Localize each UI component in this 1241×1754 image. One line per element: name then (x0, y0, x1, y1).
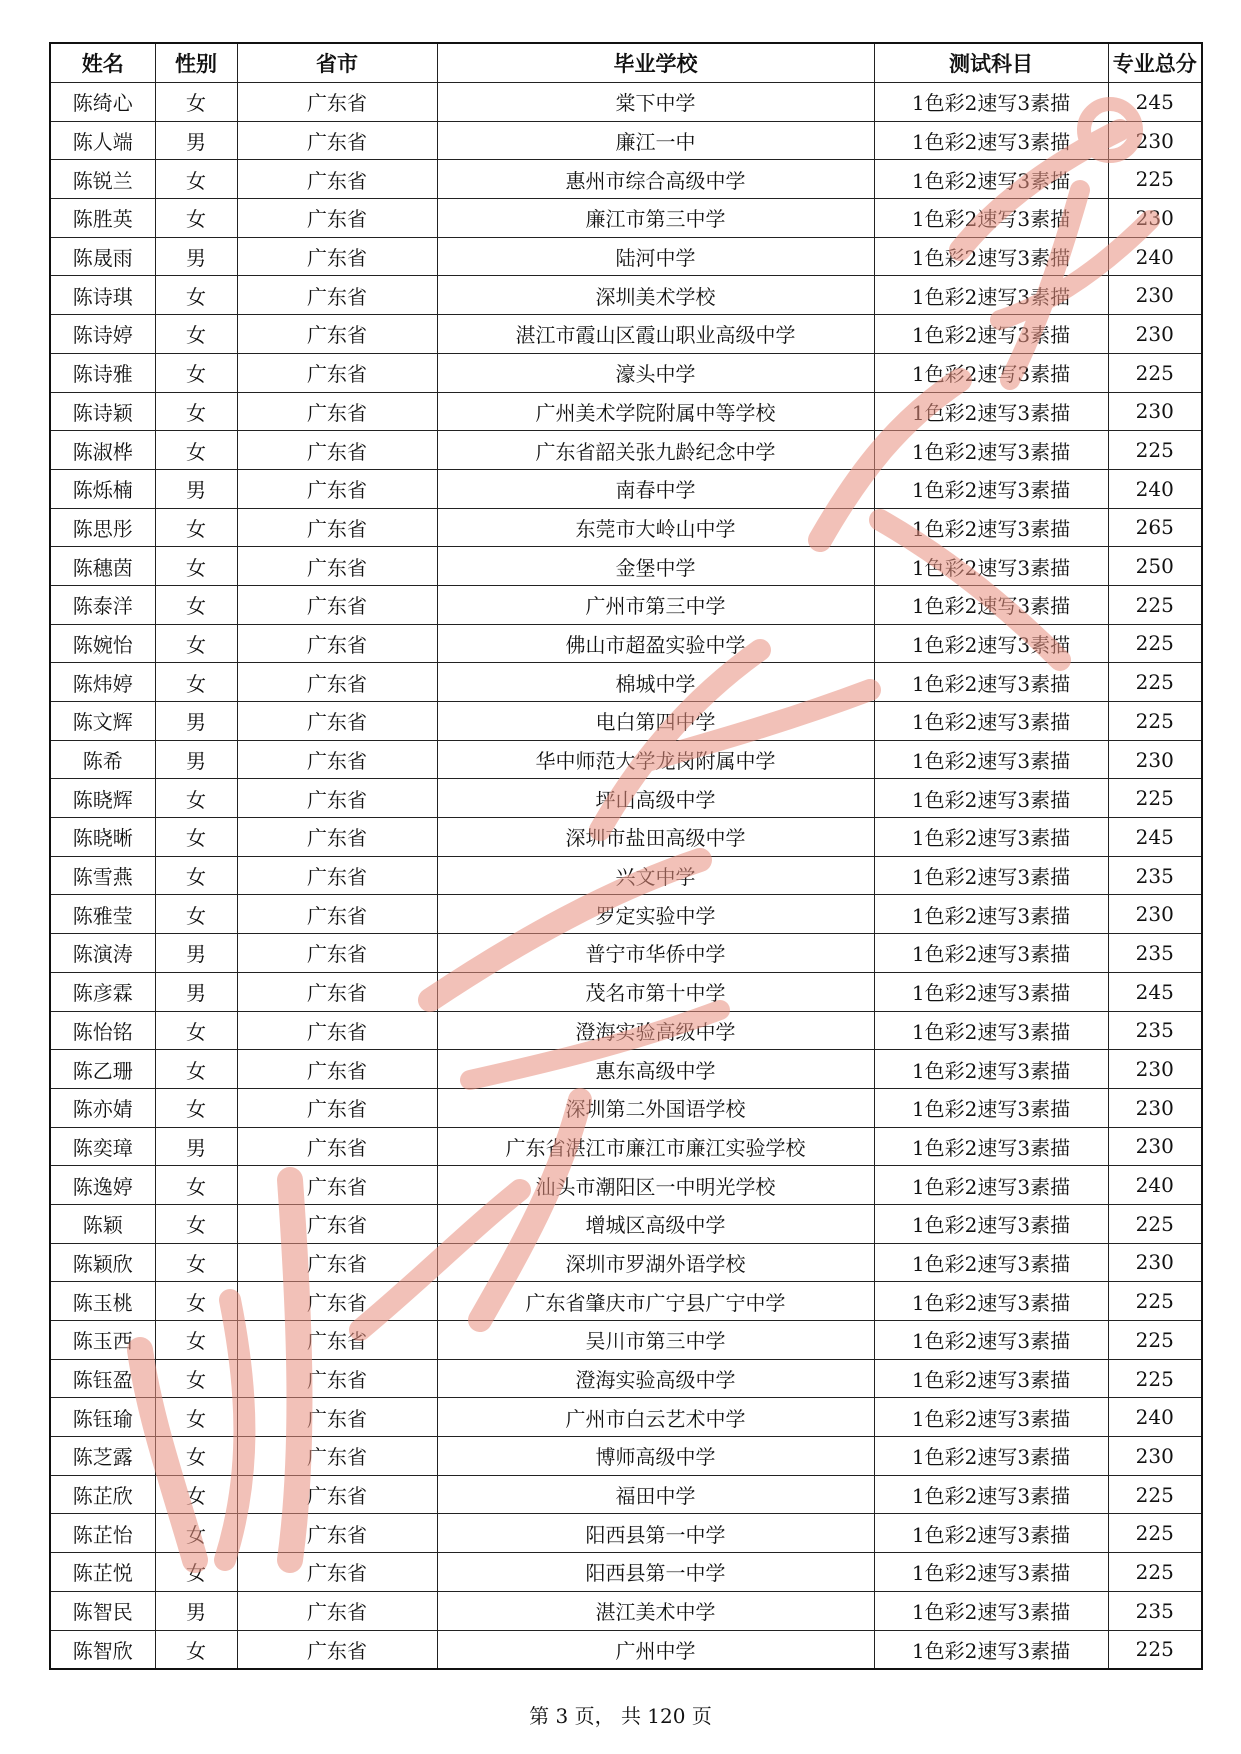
cell-province: 广东省 (237, 1243, 437, 1282)
cell-subjects: 1色彩2速写3素描 (874, 818, 1108, 857)
cell-province: 广东省 (237, 121, 437, 160)
table-row (50, 1553, 1202, 1592)
cell-subjects: 1色彩2速写3素描 (874, 663, 1108, 702)
cell-school: 惠州市综合高级中学 (437, 160, 874, 199)
cell-score: 225 (1108, 353, 1202, 392)
table-row (50, 624, 1202, 663)
cell-subjects: 1色彩2速写3素描 (874, 199, 1108, 238)
cell-gender: 女 (155, 83, 237, 122)
cell-score: 225 (1108, 1359, 1202, 1398)
cell-subjects: 1色彩2速写3素描 (874, 1475, 1108, 1514)
cell-gender: 女 (155, 1359, 237, 1398)
cell-province: 广东省 (237, 83, 437, 122)
cell-province: 广东省 (237, 779, 437, 818)
table-row (50, 276, 1202, 315)
cell-name: 陈芷悦 (50, 1553, 155, 1592)
cell-subjects: 1色彩2速写3素描 (874, 934, 1108, 973)
cell-name: 陈雪燕 (50, 856, 155, 895)
column-header: 姓名 (50, 43, 155, 83)
cell-province: 广东省 (237, 818, 437, 857)
cell-subjects: 1色彩2速写3素描 (874, 83, 1108, 122)
table-row (50, 1011, 1202, 1050)
table-row (50, 121, 1202, 160)
cell-name: 陈颖欣 (50, 1243, 155, 1282)
cell-province: 广东省 (237, 431, 437, 470)
cell-school: 坪山高级中学 (437, 779, 874, 818)
cell-subjects: 1色彩2速写3素描 (874, 1204, 1108, 1243)
table-row (50, 1359, 1202, 1398)
cell-school: 广东省韶关张九龄纪念中学 (437, 431, 874, 470)
cell-name: 陈芷欣 (50, 1475, 155, 1514)
cell-score: 230 (1108, 1127, 1202, 1166)
cell-school: 棉城中学 (437, 663, 874, 702)
cell-school: 陆河中学 (437, 237, 874, 276)
cell-score: 240 (1108, 1398, 1202, 1437)
cell-subjects: 1色彩2速写3素描 (874, 469, 1108, 508)
cell-gender: 女 (155, 1282, 237, 1321)
cell-name: 陈希 (50, 740, 155, 779)
cell-subjects: 1色彩2速写3素描 (874, 392, 1108, 431)
cell-province: 广东省 (237, 1514, 437, 1553)
cell-name: 陈文辉 (50, 702, 155, 741)
cell-subjects: 1色彩2速写3素描 (874, 353, 1108, 392)
cell-score: 230 (1108, 392, 1202, 431)
cell-score: 245 (1108, 972, 1202, 1011)
cell-name: 陈逸婷 (50, 1166, 155, 1205)
cell-school: 普宁市华侨中学 (437, 934, 874, 973)
cell-gender: 女 (155, 1166, 237, 1205)
cell-school: 惠东高级中学 (437, 1050, 874, 1089)
cell-gender: 女 (155, 431, 237, 470)
cell-name: 陈思彤 (50, 508, 155, 547)
cell-school: 棠下中学 (437, 83, 874, 122)
cell-gender: 女 (155, 1553, 237, 1592)
cell-gender: 女 (155, 276, 237, 315)
table-row (50, 1437, 1202, 1476)
cell-name: 陈诗婷 (50, 315, 155, 354)
cell-school: 华中师范大学龙岗附属中学 (437, 740, 874, 779)
cell-score: 230 (1108, 315, 1202, 354)
cell-school: 广州中学 (437, 1630, 874, 1669)
cell-gender: 女 (155, 160, 237, 199)
cell-school: 广州市第三中学 (437, 585, 874, 624)
table-row (50, 508, 1202, 547)
cell-name: 陈泰洋 (50, 585, 155, 624)
table-row (50, 856, 1202, 895)
table-row (50, 1514, 1202, 1553)
cell-gender: 女 (155, 1437, 237, 1476)
table-row (50, 585, 1202, 624)
table-row (50, 1398, 1202, 1437)
cell-name: 陈人端 (50, 121, 155, 160)
cell-province: 广东省 (237, 1011, 437, 1050)
table-row (50, 663, 1202, 702)
cell-gender: 女 (155, 1475, 237, 1514)
cell-subjects: 1色彩2速写3素描 (874, 895, 1108, 934)
cell-score: 230 (1108, 740, 1202, 779)
cell-name: 陈穗茵 (50, 547, 155, 586)
cell-name: 陈芝露 (50, 1437, 155, 1476)
table-row (50, 1321, 1202, 1360)
cell-subjects: 1色彩2速写3素描 (874, 1514, 1108, 1553)
cell-province: 广东省 (237, 1204, 437, 1243)
cell-subjects: 1色彩2速写3素描 (874, 702, 1108, 741)
cell-score: 230 (1108, 1050, 1202, 1089)
cell-province: 广东省 (237, 740, 437, 779)
table-row (50, 392, 1202, 431)
cell-subjects: 1色彩2速写3素描 (874, 1553, 1108, 1592)
cell-gender: 女 (155, 895, 237, 934)
cell-subjects: 1色彩2速写3素描 (874, 1011, 1108, 1050)
column-header: 毕业学校 (437, 43, 874, 83)
cell-school: 廉江市第三中学 (437, 199, 874, 238)
column-header: 专业总分 (1108, 43, 1202, 83)
cell-name: 陈晓晰 (50, 818, 155, 857)
table-row (50, 1127, 1202, 1166)
cell-school: 深圳第二外国语学校 (437, 1088, 874, 1127)
cell-gender: 女 (155, 663, 237, 702)
cell-province: 广东省 (237, 624, 437, 663)
table-row (50, 1282, 1202, 1321)
cell-name: 陈智欣 (50, 1630, 155, 1669)
cell-school: 博师高级中学 (437, 1437, 874, 1476)
cell-name: 陈智民 (50, 1591, 155, 1630)
table-row (50, 972, 1202, 1011)
cell-score: 230 (1108, 121, 1202, 160)
cell-gender: 男 (155, 1591, 237, 1630)
cell-name: 陈亦婧 (50, 1088, 155, 1127)
column-header: 测试科目 (874, 43, 1108, 83)
cell-score: 235 (1108, 1011, 1202, 1050)
cell-gender: 女 (155, 1011, 237, 1050)
cell-subjects: 1色彩2速写3素描 (874, 1050, 1108, 1089)
cell-gender: 男 (155, 740, 237, 779)
cell-school: 深圳市盐田高级中学 (437, 818, 874, 857)
cell-score: 230 (1108, 199, 1202, 238)
cell-score: 225 (1108, 1204, 1202, 1243)
cell-name: 陈诗琪 (50, 276, 155, 315)
cell-province: 广东省 (237, 1127, 437, 1166)
cell-gender: 女 (155, 1050, 237, 1089)
cell-subjects: 1色彩2速写3素描 (874, 315, 1108, 354)
table-row (50, 199, 1202, 238)
table-row (50, 547, 1202, 586)
cell-gender: 女 (155, 856, 237, 895)
cell-school: 东莞市大岭山中学 (437, 508, 874, 547)
cell-province: 广东省 (237, 199, 437, 238)
cell-name: 陈怡铭 (50, 1011, 155, 1050)
cell-school: 阳西县第一中学 (437, 1514, 874, 1553)
cell-score: 235 (1108, 934, 1202, 973)
cell-name: 陈诗颖 (50, 392, 155, 431)
cell-name: 陈奕璋 (50, 1127, 155, 1166)
table-row (50, 469, 1202, 508)
cell-name: 陈胜英 (50, 199, 155, 238)
cell-score: 225 (1108, 431, 1202, 470)
cell-province: 广东省 (237, 353, 437, 392)
cell-score: 250 (1108, 547, 1202, 586)
table-row (50, 315, 1202, 354)
cell-province: 广东省 (237, 934, 437, 973)
cell-province: 广东省 (237, 237, 437, 276)
cell-name: 陈淑桦 (50, 431, 155, 470)
cell-province: 广东省 (237, 1591, 437, 1630)
cell-province: 广东省 (237, 276, 437, 315)
cell-province: 广东省 (237, 1398, 437, 1437)
table-row (50, 895, 1202, 934)
cell-subjects: 1色彩2速写3素描 (874, 1321, 1108, 1360)
cell-score: 265 (1108, 508, 1202, 547)
cell-province: 广东省 (237, 1088, 437, 1127)
cell-school: 罗定实验中学 (437, 895, 874, 934)
cell-gender: 女 (155, 353, 237, 392)
cell-score: 235 (1108, 856, 1202, 895)
cell-score: 225 (1108, 702, 1202, 741)
cell-name: 陈乙珊 (50, 1050, 155, 1089)
cell-score: 230 (1108, 1243, 1202, 1282)
cell-gender: 女 (155, 199, 237, 238)
cell-province: 广东省 (237, 663, 437, 702)
table-row (50, 934, 1202, 973)
column-header: 性别 (155, 43, 237, 83)
cell-score: 225 (1108, 1514, 1202, 1553)
table-row (50, 1591, 1202, 1630)
cell-school: 湛江市霞山区霞山职业高级中学 (437, 315, 874, 354)
cell-school: 南春中学 (437, 469, 874, 508)
cell-province: 广东省 (237, 1166, 437, 1205)
cell-province: 广东省 (237, 895, 437, 934)
cell-subjects: 1色彩2速写3素描 (874, 1166, 1108, 1205)
cell-province: 广东省 (237, 1630, 437, 1669)
cell-subjects: 1色彩2速写3素描 (874, 779, 1108, 818)
table-row (50, 353, 1202, 392)
cell-subjects: 1色彩2速写3素描 (874, 1591, 1108, 1630)
cell-gender: 男 (155, 237, 237, 276)
cell-gender: 女 (155, 1204, 237, 1243)
cell-gender: 男 (155, 702, 237, 741)
cell-subjects: 1色彩2速写3素描 (874, 856, 1108, 895)
table-body (50, 83, 1202, 1670)
cell-name: 陈玉西 (50, 1321, 155, 1360)
cell-province: 广东省 (237, 1437, 437, 1476)
cell-name: 陈雅莹 (50, 895, 155, 934)
cell-subjects: 1色彩2速写3素描 (874, 1282, 1108, 1321)
cell-score: 240 (1108, 1166, 1202, 1205)
cell-gender: 女 (155, 1243, 237, 1282)
cell-subjects: 1色彩2速写3素描 (874, 276, 1108, 315)
cell-score: 245 (1108, 818, 1202, 857)
results-table (49, 42, 1203, 1670)
cell-name: 陈晓辉 (50, 779, 155, 818)
cell-gender: 女 (155, 1398, 237, 1437)
cell-school: 阳西县第一中学 (437, 1553, 874, 1592)
cell-province: 广东省 (237, 856, 437, 895)
cell-name: 陈芷怡 (50, 1514, 155, 1553)
cell-score: 225 (1108, 624, 1202, 663)
cell-school: 广东省肇庆市广宁县广宁中学 (437, 1282, 874, 1321)
table-row (50, 1050, 1202, 1089)
table-row (50, 702, 1202, 741)
cell-subjects: 1色彩2速写3素描 (874, 1398, 1108, 1437)
cell-school: 廉江一中 (437, 121, 874, 160)
cell-subjects: 1色彩2速写3素描 (874, 972, 1108, 1011)
table-header (50, 43, 1202, 83)
cell-subjects: 1色彩2速写3素描 (874, 1127, 1108, 1166)
table-row (50, 1088, 1202, 1127)
cell-province: 广东省 (237, 469, 437, 508)
cell-subjects: 1色彩2速写3素描 (874, 1359, 1108, 1398)
cell-score: 225 (1108, 585, 1202, 624)
table-row (50, 1630, 1202, 1669)
cell-score: 230 (1108, 1088, 1202, 1127)
page-footer: 第 3 页， 共 120 页 (529, 1704, 712, 1728)
cell-subjects: 1色彩2速写3素描 (874, 237, 1108, 276)
cell-name: 陈锐兰 (50, 160, 155, 199)
cell-gender: 男 (155, 469, 237, 508)
table-row (50, 1204, 1202, 1243)
cell-subjects: 1色彩2速写3素描 (874, 547, 1108, 586)
cell-school: 濠头中学 (437, 353, 874, 392)
cell-score: 225 (1108, 779, 1202, 818)
cell-school: 电白第四中学 (437, 702, 874, 741)
cell-subjects: 1色彩2速写3素描 (874, 508, 1108, 547)
cell-school: 金堡中学 (437, 547, 874, 586)
cell-name: 陈绮心 (50, 83, 155, 122)
cell-gender: 女 (155, 392, 237, 431)
cell-school: 深圳市罗湖外语学校 (437, 1243, 874, 1282)
cell-score: 240 (1108, 469, 1202, 508)
cell-school: 茂名市第十中学 (437, 972, 874, 1011)
cell-province: 广东省 (237, 315, 437, 354)
cell-province: 广东省 (237, 1359, 437, 1398)
cell-name: 陈炜婷 (50, 663, 155, 702)
table-row (50, 160, 1202, 199)
cell-province: 广东省 (237, 1282, 437, 1321)
cell-province: 广东省 (237, 1475, 437, 1514)
cell-score: 225 (1108, 1630, 1202, 1669)
cell-name: 陈诗雅 (50, 353, 155, 392)
cell-gender: 男 (155, 121, 237, 160)
cell-score: 230 (1108, 1437, 1202, 1476)
column-header: 省市 (237, 43, 437, 83)
cell-score: 225 (1108, 1321, 1202, 1360)
cell-gender: 女 (155, 818, 237, 857)
cell-name: 陈钰瑜 (50, 1398, 155, 1437)
cell-school: 汕头市潮阳区一中明光学校 (437, 1166, 874, 1205)
cell-school: 澄海实验高级中学 (437, 1359, 874, 1398)
table-row (50, 1475, 1202, 1514)
cell-name: 陈彦霖 (50, 972, 155, 1011)
cell-score: 240 (1108, 237, 1202, 276)
cell-school: 兴文中学 (437, 856, 874, 895)
cell-name: 陈烁楠 (50, 469, 155, 508)
cell-subjects: 1色彩2速写3素描 (874, 624, 1108, 663)
cell-school: 福田中学 (437, 1475, 874, 1514)
cell-province: 广东省 (237, 1050, 437, 1089)
cell-gender: 女 (155, 508, 237, 547)
cell-gender: 女 (155, 315, 237, 354)
cell-gender: 男 (155, 972, 237, 1011)
cell-school: 湛江美术中学 (437, 1591, 874, 1630)
table-row (50, 740, 1202, 779)
cell-school: 吴川市第三中学 (437, 1321, 874, 1360)
cell-gender: 女 (155, 547, 237, 586)
cell-score: 225 (1108, 160, 1202, 199)
cell-subjects: 1色彩2速写3素描 (874, 1630, 1108, 1669)
cell-school: 佛山市超盈实验中学 (437, 624, 874, 663)
cell-school: 深圳美术学校 (437, 276, 874, 315)
cell-score: 225 (1108, 663, 1202, 702)
cell-gender: 女 (155, 585, 237, 624)
cell-school: 广东省湛江市廉江市廉江实验学校 (437, 1127, 874, 1166)
cell-score: 245 (1108, 83, 1202, 122)
cell-school: 澄海实验高级中学 (437, 1011, 874, 1050)
table-row (50, 779, 1202, 818)
cell-name: 陈颖 (50, 1204, 155, 1243)
table-row (50, 431, 1202, 470)
cell-province: 广东省 (237, 972, 437, 1011)
cell-province: 广东省 (237, 585, 437, 624)
cell-score: 230 (1108, 895, 1202, 934)
cell-name: 陈演涛 (50, 934, 155, 973)
table-row (50, 1166, 1202, 1205)
cell-score: 225 (1108, 1553, 1202, 1592)
cell-gender: 男 (155, 934, 237, 973)
cell-gender: 女 (155, 624, 237, 663)
cell-gender: 女 (155, 1088, 237, 1127)
cell-name: 陈婉怡 (50, 624, 155, 663)
cell-subjects: 1色彩2速写3素描 (874, 431, 1108, 470)
cell-score: 230 (1108, 276, 1202, 315)
cell-name: 陈晟雨 (50, 237, 155, 276)
cell-subjects: 1色彩2速写3素描 (874, 585, 1108, 624)
cell-score: 225 (1108, 1282, 1202, 1321)
cell-province: 广东省 (237, 1321, 437, 1360)
table-row (50, 1243, 1202, 1282)
cell-province: 广东省 (237, 1553, 437, 1592)
table-row (50, 818, 1202, 857)
cell-gender: 女 (155, 1321, 237, 1360)
cell-subjects: 1色彩2速写3素描 (874, 121, 1108, 160)
cell-score: 225 (1108, 1475, 1202, 1514)
cell-subjects: 1色彩2速写3素描 (874, 1088, 1108, 1127)
cell-province: 广东省 (237, 160, 437, 199)
cell-gender: 女 (155, 1630, 237, 1669)
table-row (50, 83, 1202, 122)
cell-score: 235 (1108, 1591, 1202, 1630)
cell-gender: 女 (155, 779, 237, 818)
cell-province: 广东省 (237, 702, 437, 741)
cell-subjects: 1色彩2速写3素描 (874, 740, 1108, 779)
header-row (50, 43, 1202, 83)
cell-gender: 女 (155, 1514, 237, 1553)
cell-province: 广东省 (237, 508, 437, 547)
cell-name: 陈玉桃 (50, 1282, 155, 1321)
cell-school: 广州美术学院附属中等学校 (437, 392, 874, 431)
cell-province: 广东省 (237, 392, 437, 431)
cell-name: 陈钰盈 (50, 1359, 155, 1398)
cell-gender: 男 (155, 1127, 237, 1166)
table-row (50, 237, 1202, 276)
cell-school: 增城区高级中学 (437, 1204, 874, 1243)
cell-subjects: 1色彩2速写3素描 (874, 1437, 1108, 1476)
cell-school: 广州市白云艺术中学 (437, 1398, 874, 1437)
cell-province: 广东省 (237, 547, 437, 586)
cell-subjects: 1色彩2速写3素描 (874, 1243, 1108, 1282)
cell-subjects: 1色彩2速写3素描 (874, 160, 1108, 199)
